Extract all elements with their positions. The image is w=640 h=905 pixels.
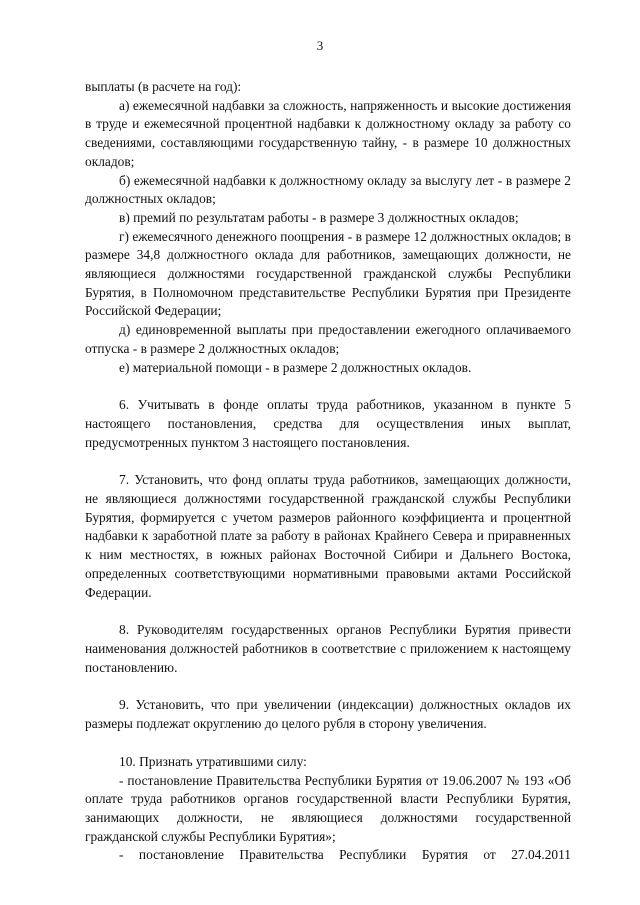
document-body [85,78,571,865]
list-item-b: б) ежемесячной надбавки к должностному окладу за выслугу лет - в размере 2 должностных окладов; [85,172,571,207]
paragraph-gap [85,677,571,696]
list-item-g: г) ежемесячного денежного поощрения - в размере 12 должностных окладов; в размере 34,8 должностного оклада для работников, замещающих должности, не являющиеся должностями государственной гражданской службы Республики Бурятия, в Полномочном представительстве Республики Бурятия при Президенте Российской Федерации; [85,228,571,319]
paragraph-intro: выплаты (в расчете на год): [85,79,242,94]
list-item-a: а) ежемесячной надбавки за сложность, напряженность и высокие достижения в труде и ежемесячной процентной надбавки к должностному окладу за работу со сведениями, составляющими государственную тайну, - в размере 10 должностных окладов; [85,97,571,169]
paragraph-gap [85,734,571,753]
repeal-item-2: - постановление Правительства Республики Бурятия от 27.04.2011 [119,847,571,863]
clause-6: 6. Учитывать в фонде оплаты труда работников, указанном в пункте 5 настоящего постановления, средства для осуществления иных выплат, предусмотренных пунктом 3 настоящего постановления. [85,397,571,450]
list-item-e: е) материальной помощи - в размере 2 должностных окладов. [119,359,472,375]
paragraph-gap [85,602,571,621]
page-number: 3 [316,38,324,53]
clause-8: 8. Руководителям государственных органов Республики Бурятия привести наименования должностей работников в соответствие с приложением к настоящему постановлению. [85,622,571,675]
list-item-d: д) единовременной выплаты при предоставлении ежегодного оплачиваемого отпуска - в размере 2 должностных окладов; [85,322,571,356]
paragraph-gap [85,452,571,471]
paragraph-gap [85,377,571,396]
repeal-item-1: - постановление Правительства Республики Бурятия от 19.06.2007 № 193 «Об оплате труда работников органов государственной власти Республики Бурятия, занимающих должности, не являющиеся должностями государственной гражданской службы Республики Бурятия»; [85,772,571,844]
list-item-v: в) премий по результатам работы - в размере 3 должностных окладов; [119,209,519,225]
clause-10: 10. Признать утратившими силу: [119,753,307,769]
clause-7: 7. Установить, что фонд оплаты труда работников, замещающих должности, не являющиеся должностями государственной гражданской службы Республики Бурятия, формируется с учетом размеров районного коэффициента и процентной надбавки к заработной плате за работу в районах Крайнего Севера и приравненных к ним местностях, в южных районах Восточной Сибири и Дальнего Востока, определенных соответствующими нормативными правовыми актами Российской Федерации. [85,472,571,600]
clause-9: 9. Установить, что при увеличении (индексации) должностных окладов их размеры подлежат округлению до целого рубля в сторону увеличения. [85,697,571,732]
